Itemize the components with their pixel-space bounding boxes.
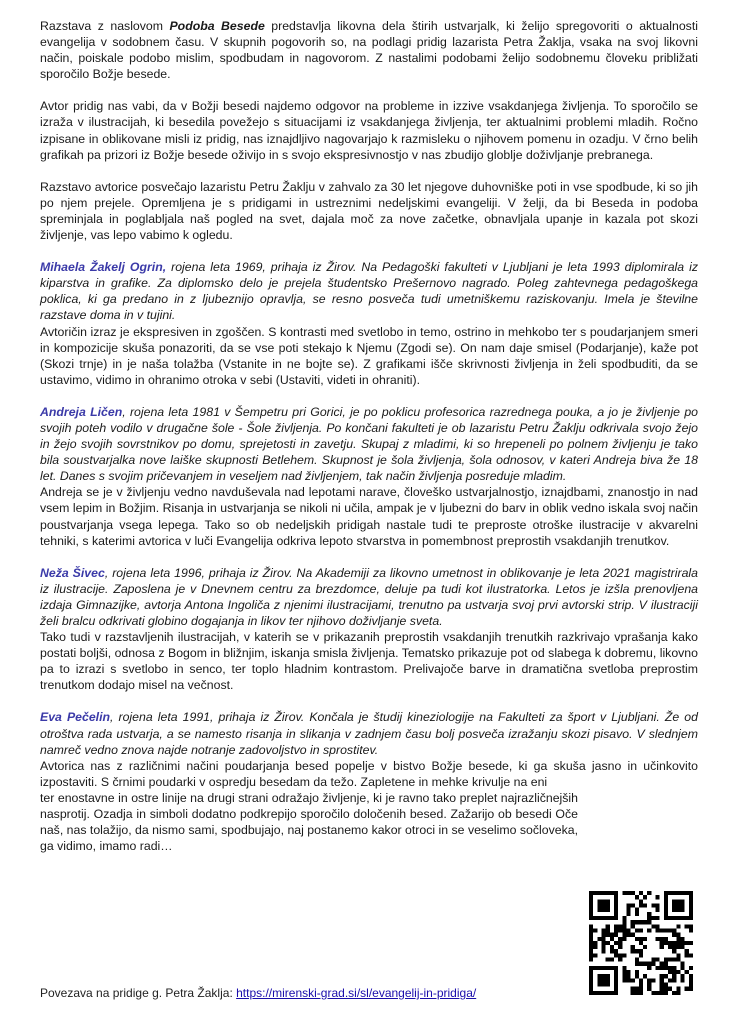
artist-name: Neža Šivec: [40, 565, 105, 580]
artist-name: Andreja Ličen: [40, 404, 123, 419]
artist-bio-text: , rojena leta 1996, prihaja iz Žirov. Na Akademiji za likovno umetnost in oblikovanje je leta 2021 magistrirala iz ilustracije. Zaposlena je v Dnevnem centru za brezdomce, deluje pa tudi kot ilustratorka. Letos je izšla prenovljena izdaja Gimnazijke, avtorja Antona Ingoliča z njenimi ilustracijami, trenutno pa ustvarja svoj prvi avtorski strip. V ilustraciji želi bralcu odkrivati globino dogajanja in likov ter njihovo doživljanje sveta.: [40, 565, 699, 628]
intro-paragraph-1: [40, 18, 698, 82]
exhibition-title: Podoba Besede: [169, 19, 265, 33]
artist-bio-text: , rojena leta 1981 v Šempetru pri Gorici, je po poklicu profesorica razrednega pouka, a jo je življenje po svojih poteh vodilo v drugačne šole - Šole življenja. Po končani fakulteti je ob lazaristu Petru Žaklju odkrivala svojo žejo in žejo svojih sovrstnikov po domu, sprejetosti in zavetju. Skupaj z mladimi, ki so hrepeneli po polnem življenju je tako bila soustvarjalka nove laiške skupnosti Betlehem. Skupnost je šola življenja, šola odnosov, v kateri Andreja biva že 18 let. Danes s svojim pričevanjem in veseljem nad življenjem, tak način življenja posreduje mladim.: [40, 404, 698, 484]
artist-2-bio: [40, 404, 698, 484]
footer: [40, 986, 476, 1000]
footer-label: Povezava na pridige g. Petra Žaklja:: [40, 986, 237, 1000]
sermons-link[interactable]: https://mirenski-grad.si/sl/evangelij-in-pridiga/: [236, 986, 477, 1000]
artist-4-bio: [40, 709, 698, 757]
artist-2-description: Andreja se je v življenju vedno navduševala nad lepotami narave, človeško ustvarjalnostjo, iznajdbami, znanostjo in nad vsem lepim in Božjim. Risanja in ustvarjanja se nikoli ni učila, ampak je v ljubezni do barv in oblik vedno iskala svoj način poustvarjanja vsega lepega. Tako so ob nedeljskih pridigah nastale tudi te preproste otroške ilustracije v akvarelni tehniki, s katerimi avtorica v luči Evangelija odkriva lepoto stvarstva in pomembnost preprostih vsakdanjih trenutkov.: [40, 485, 698, 548]
artist-name: Mihaela Žakelj Ogrin,: [40, 260, 167, 275]
intro-paragraph-2: Avtor pridig nas vabi, da v Božji besedi najdemo odgovor na probleme in izzive vsakdanjega življenja. To sporočilo se izraža v ilustracijah, ki besedila povežejo s situacijami iz vsakdanjega življenja, ter aktualnimi problemi mladih. Ročno izpisane in oblikovane misli iz pridig, nas iznajdljivo nagovarjajo k razmisleku o njihovem pomenu in ozadju. V črno belih grafikah pa prizori iz Božje besede oživijo in s svojo ekspresivnostjo v nas zbudijo globlje doživljanje prebranega.: [40, 99, 698, 162]
artist-3-description: Tako tudi v razstavljenih ilustracijah, v katerih se v prikazanih preprostih vsakdanjih trenutkih razkrivajo vprašanja kako postati boljši, odnosa z Bogom in bližnjim, iskanja smisla življenja. Tematsko prikazuje pot od slabega k dobremu, likovno pa to izrazi s svetlobo in senco, ter toplo hladnim kontrastom. Prelivajoče barve in dramatična svetloba preprostim trenutkom dodajo misel na večnost.: [40, 630, 698, 693]
artist-4-description: Avtorica nas z različnimi načini poudarjanja besed popelje v bistvo Božje besede, ki ga skuša jasno in učinkovito izpostaviti. S črnimi poudarki v ospredju besedam da težo. Zapletene in mehke krivulje na eni: [40, 758, 698, 789]
artist-3-bio: [40, 565, 698, 629]
artist-1-bio: [40, 259, 698, 323]
artist-name: Eva Pečelin: [40, 710, 111, 725]
intro-text: predstavlja likovna dela štirih ustvarjalk, ki želijo spregovoriti o aktualnosti evangelija v sodobnem času. V skupnih pogovorih so, na podlagi pridig lazarista Petra Žaklja, vsaka na svoj likovni način, poiskale podobo mislim, spodbudam in nagovorom. Z nastalimi podobami želijo sodobnemu človeku približati sporočilo Božje besede.: [40, 19, 698, 82]
intro-text: Razstava z naslovom: [40, 19, 170, 33]
qr-code-icon: [589, 891, 693, 995]
artist-bio-text: rojena leta 1969, prihaja iz Žirov. Na Pedagoški fakulteti v Ljubljani je leta 1993 diplomirala iz kiparstva in grafike. Za diplomsko delo je prejela študentsko Prešernovo nagrado. Poleg zahtevnega pedagoškega poklica, ki ga predano in z ljubeznijo opravlja, se resno posveča tudi umetniškemu raziskovanju. Imela je številne razstave doma in v tujini.: [40, 260, 698, 323]
intro-paragraph-3: Razstavo avtorice posvečajo lazaristu Petru Žaklju v zahvalo za 30 let njegove duhovniške poti in vse spodbude, ki so jih po njem prejele. Opremljena je s pridigami in ustreznimi nedeljskimi evangeliji. V želji, da bi Beseda in podoba spreminjala in poglabljala naš pogled na svet, dajala moč za nove začetke, obnavljala upanje in kazala pot skozi življenje, vas lepo vabimo k ogledu.: [40, 179, 698, 243]
document-body: [40, 18, 698, 854]
artist-1-description: Avtoričin izraz je ekspresiven in zgoščen. S kontrasti med svetlobo in temo, ostrino in mehkobo ter s poudarjanjem smeri in kompozicije skuša ponazoriti, da se vse poti stekajo k Njemu (Zgodi se). On nam daje smisel (Podarjanje), kaže pot (Skozi trnje) in je naša tolažba (Vstanite in ne bojte se). Z grafikami išče skrivnosti življenja in želi spodbuditi, da se ustavimo, vidimo in ohranimo otroka v sebi (Ustaviti, videti in ohraniti).: [40, 324, 698, 387]
artist-bio-text: , rojena leta 1991, prihaja iz Žirov. Končala je študij kineziologije na Fakulteti za šport v Ljubljani. Že od otroštva rada ustvarja, a se namesto risanja in slikanja v zadnjem času bolj posveča izražanju skozi pisavo. V slednjem namreč vedno znova najde notranje zadovoljstvo in sprostitev.: [40, 710, 698, 757]
artist-4-description-continued: ter enostavne in ostre linije na drugi strani odražajo življenje, ki je ravno tako preplet najrazličnejših nasprotij. Ozadja in simboli dodatno podkrepijo sporočilo določenih besed. Zažarijo ob besedi Oče naš, nas tolažijo, da nismo sami, spodbujajo, naj postanemo kakor otroci in se veselimo sočloveka, ga vidimo, imamo radi…: [40, 790, 578, 854]
